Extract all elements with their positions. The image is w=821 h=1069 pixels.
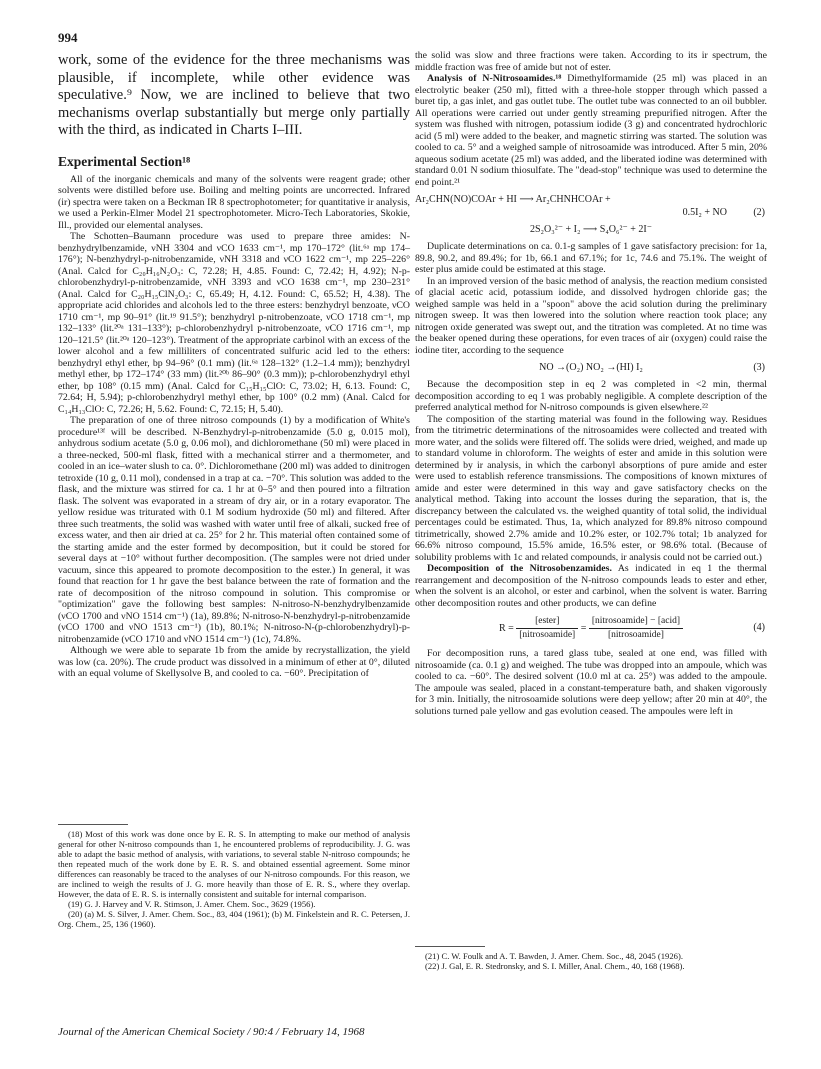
paragraph-analysis — [415, 73, 767, 188]
footnotes-left — [58, 829, 410, 929]
decomposition-text: As indicated in eq 1 the thermal rearrangement and decomposition of the N-nitroso compounds leads to ester and ether, when the solvent is an alcohol, or ester and carbinol, when the solvent is water. Barring other decomposition routes and other products, we can define — [415, 563, 767, 609]
paragraph-decomposition-step: Because the decomposition step in eq 2 was completed in <2 min, thermal decomposition according to eq 1 was probably negligible. A complete description of the preferred analytical method for N-nitroso compounds is given elsewhere.²² — [415, 379, 767, 413]
equation-2-line-3: 2S₂O₃²⁻ + I₂ ⟶ S₄O₆²⁻ + 2I⁻ — [529, 224, 653, 235]
equation-4-fraction-2 — [589, 615, 683, 642]
paragraph-improved-method: In an improved version of the basic method of analysis, the reaction medium consisted of glacial acetic acid, potassium iodide, and dissolved hydrogen chloride gas; the weighed sample was held in a "spoon" above the acid solution during the preliminary nitrogen sweep. It was then lowered into the solution where reaction took place; any nitrogen oxide generated was swept out, and the titration was completed. At no time was the beaker opened during these operations, for even traces of air (oxygen) could raise the iodine titer, according to the sequence — [415, 275, 767, 356]
equation-2-line-1: Ar₂CHN(NO)COAr + HI ⟶ Ar₂CHNHCOAr + — [415, 194, 611, 205]
intro-paragraph: work, some of the evidence for the three mechanisms was plausible, if incomplete, while other evidence was speculative.⁹ Now, we are inclined to believe that two mechanisms overlap substantially but merge only partially with the third, as indicated in Charts I–III. — [58, 52, 410, 138]
footnote: (22) J. Gal, E. R. Stedronsky, and S. I. Miller, Anal. Chem., 40, 168 (1968). — [425, 961, 685, 971]
paragraph-nitroso-prep: The preparation of one of three nitroso compounds (1) by a modification of White's procedure¹³ᶠ will be described. N-Benzhydryl-p-nitrobenzamide (5.0 g, 0.015 mol), anhydrous sodium acetate (5.0 g, 0.06 mol), and dichloromethane (50 ml) were placed in a three-necked, 500-ml flask, fitted with a mechanical stirrer and a thermometer, and cooled in an ice–water slush to ca. 0°. Dichloromethane (200 ml) was added to dinitrogen tetroxide (10 g, 0.11 mol), condensed in a trap at ca. −70°. This solution was added to the flask, and the mixture was stirred for ca. 1 hr at 0–5° and then poured into a filtration flask. The solvent was evaporated in a stream of dry air, or in a rotary evaporator. The yellow residue was triturated with 0.1 M sodium hydroxide (50 ml) and filtered. After three such treatments, the solid was washed with water until free of alkali, sucked free of excess water, and then air dried at ca. 25° for 2 hr. This material often contained some of the starting amide and the ester formed by decomposition, but it could be stored for several days at −10° without further decomposition. (The samples were not dried under vacuum, since this appeared to promote decomposition to the ester.) In general, it was found that reaction for 1 hr gave the best balance between the rate of formation and the rate of decomposition of the nitroso compound in solution. This compromise or "optimization" gave the following best samples: N-nitroso-N-benzhydrylbenzamide (νCO 1700 and νNO 1514 cm⁻¹) (1a), 89.8%; N-nitroso-N-benzhydryl-p-nitrobenzamide (νCO 1700 and νNO 1513 cm⁻¹) (1b), 80.1%; N-nitroso-N-(p-chlorobenzhydryl)-p-nitrobenzamide (νCO 1710 and νNO 1514 cm⁻¹) (1c), 74.8%. — [58, 415, 410, 645]
paragraph-composition: The composition of the starting material was found in the following way. Residues from the titrimetric determinations of the nitrosoamides were collected and treated with more water, and the solids were filtered off. The solids were dried, weighed, and made up to standard volume in chloroform. The weights of ester and amide in this solution were determined by ir analysis, in which the carbonyl absorptions of pure amide and ester were used to establish reference transmissions. The compositions of known mixtures of amide and ester were determined in this way and gave satisfactory checks on the analytical method. Taking into account the losses during the separation, that is, the discrepancy between the calculated vs. the weighed quantity of total solid, the individual percentages could be estimated. Thus, 1a, which analyzed for 89.8% nitroso compound titrimetrically, showed 2.7% amide and 10.2% ester, or 102.7% total; 1b analyzed for 66.6% nitroso compound, 15.5% amide, 16.5% ester, or 98.6% total. (Because of solubility problems with 1c and related compounds, ir analysis could not be carried out.) — [415, 413, 767, 563]
equation-3-body: NO →(O₂) NO₂ →(HI) I₂ — [539, 362, 643, 373]
equation-2 — [415, 193, 767, 236]
left-column — [58, 52, 410, 680]
equation-2-number: (2) — [753, 207, 765, 218]
equation-4-lhs: R = — [498, 622, 514, 634]
paragraph-decomposition — [415, 563, 767, 609]
paragraph-recrystallization: Although we were able to separate 1b from the amide by recrystallization, the yield was low (ca. 20%). The crude product was dissolved in a minimum of ether at 0°, diluted with an equal volume of Skellysolve B, and cooled to ca. −60°. Precipitation of — [58, 645, 410, 679]
footnotes-right — [415, 951, 767, 971]
footnote: (21) C. W. Foulk and A. T. Bawden, J. Amer. Chem. Soc., 48, 2045 (1926). — [425, 951, 683, 961]
runin-heading-analysis: Analysis of N-Nitrosoamides.¹⁸ — [427, 73, 562, 84]
paragraph-duplicates: Duplicate determinations on ca. 0.1-g samples of 1 gave satisfactory precision: for 1a, 89.8, 90.2, and 89.4%; for 1b, 66.1 and 67.1%; for 1c, 74.6 and 75.1%. The weight of ester plus amide could be estimated at this stage. — [415, 241, 767, 275]
footnote-rule-left — [58, 824, 128, 825]
paragraph-continuation: the solid was slow and three fractions were taken. According to its ir spectrum, the middle fraction was free of amide but not of ester. — [415, 50, 767, 73]
equation-4 — [415, 615, 767, 642]
equation-4-fraction-2-numerator: [nitrosoamide] − [acid] — [589, 615, 683, 629]
runin-heading-decomposition: Decomposition of the Nitrosobenzamides. — [427, 563, 612, 574]
equation-3 — [415, 361, 767, 374]
footnote: (18) Most of this work was done once by E. R. S. In attempting to make our method of analysis general for other N-nitroso compounds than 1, he encountered problems of reproducibility. J. G. was able to adapt the basic method of analysis, with variations, to several stable N-nitroso compounds; he then repeated much of the work done by E. R. S. and obtained essential agreement. Some minor differences can reasonably be traced to the analyses of our N-nitroso compounds. For this reason, we are inclined to weigh the results of J. G. more heavily than those of E. R. S., where they overlap. However, the data of E. R. S. is internally consistent and suitable for internal comparison. — [58, 829, 410, 899]
equation-3-number: (3) — [753, 362, 765, 373]
right-column — [415, 50, 767, 717]
equation-4-fraction-1-numerator: [ester] — [516, 615, 578, 629]
journal-footer: Journal of the American Chemical Society / 90:4 / February 14, 1968 — [58, 1026, 365, 1038]
page-number: 994 — [58, 30, 78, 45]
analysis-text: Dimethylformamide (25 ml) was placed in an electrolytic beaker (250 ml), fitted with a three-hole stopper through which passed a buret tip, a gas inlet, and gas outlet tube. The outlet tube was connected to an oil bubbler. All operations were carried out under gently streaming prepurified nitrogen. After the system was flushed with nitrogen, potassium iodide (3 g) and concentrated hydrochloric acid (5 ml) were added to the beaker, and magnetic stirring was started. The solution was cooled to ca. 5° and a weighed sample of nitrosoamide was introduced. After 5 min, 20% aqueous sodium acetate (25 ml) was added, and the liberated iodine was determined with standard 0.01 N sodium thiosulfate. The "dead-stop" technique was used to determine the end point.²¹ — [415, 73, 768, 188]
equation-4-fraction-1 — [516, 615, 578, 642]
equation-4-fraction-2-denominator: [nitrosoamide] — [607, 630, 664, 640]
paragraph-decomposition-runs: For decomposition runs, a tared glass tube, sealed at one end, was filled with nitrosoamide (ca. 0.1 g) and weighed. The tube was dropped into an ampoule, which was cooled to ca. −60°. The desired solvent (10.0 ml at ca. 25°) was added to the ampoule. The ampoule was sealed, placed in a constant-temperature bath, and shaken vigorously for 3 min. Initially, the nitrosoamide solutions were deep yellow; after 20 min at 40°, the solutions turned pale yellow and gas evolution ceased. The ampoules were left in — [415, 648, 767, 717]
paragraph-amides-esters: The Schotten–Baumann procedure was used to prepare three amides: N-benzhydrylbenzamide, νNH 3304 and νCO 1633 cm⁻¹, mp 170–172° (lit.⁶ᵃ mp 174–176°); N-benzhydryl-p-nitrobenzamide, νNH 3318 and νCO 1622 cm⁻¹, mp 225–226° (Anal. Calcd for C₂₀H₁₆N₂O₃: C, 72.28; H, 4.85. Found: C, 72.42; H, 4.92); N-p-chlorobenzhydryl-p-nitrobenzamide, νNH 3393 and νCO 1638 cm⁻¹, mp 230–231° (Anal. Calcd for C₂₀H₁₅ClN₂O₃: C, 65.49; H, 4.12. Found: C, 65.52; H, 4.38). The appropriate acid chlorides and alcohols led to the three esters: benzhydryl benzoate, νCO 1710 cm⁻¹, mp 90–91° (lit.¹⁹ 91.5°); benzhydryl p-nitrobenzoate, νCO 1718 cm⁻¹, mp 132–133° (lit.²⁰ᵃ 131–133°); p-chlorobenzhydryl p-nitrobenzoate, νCO 1716 cm⁻¹, mp 120–121.5° (lit.²⁰ᵃ 120–123°). Treatment of the appropriate carbinol with an excess of the lower alcohol and a few milliliters of concentrated sulfuric acid led to the ethers: benzhydryl ethyl ether, bp 94–96° (0.1 mm) (lit.⁶ᵃ 128–132° (1.2–1.4 mm)); benzhydryl methyl ether, bp 172–174° (33 mm) (lit.²⁰ᵇ 86–90° (0.3 mm)); p-chlorobenzhydryl ethyl ether, bp 108° (0.15 mm) (Anal. Calcd for C₁₅H₁₅ClO: C, 73.02; H, 6.13. Found: C, 72.64; H, 5.94); p-chlorobenzhydryl methyl ether, bp 100° (0.2 mm) (Anal. Calcd for C₁₄H₁₃ClO: C, 72.26; H, 5.62. Found: C, 72.15; H, 5.40). — [58, 231, 410, 415]
section-heading: Experimental Section¹⁸ — [58, 153, 191, 169]
footnote: (19) G. J. Harvey and V. R. Stimson, J. Amer. Chem. Soc., 3629 (1956). — [68, 899, 316, 909]
paragraph-general: All of the inorganic chemicals and many of the solvents were reagent grade; other solvents were distilled before use. Boiling and melting points are uncorrected. Infrared (ir) spectra were taken on a Beckman IR 8 spectrophotometer; for quantitative ir analysis, we used a Perkin-Elmer Model 21 spectrophotometer. Micro-Tech Laboratories, Skokie, Ill., provided our elemental analyses. — [58, 173, 410, 231]
equation-2-line-2: 0.5I₂ + NO — [682, 207, 727, 218]
equation-4-number: (4) — [753, 622, 765, 633]
footnote-rule-right — [415, 946, 485, 947]
equation-4-fraction-1-denominator: [nitrosoamide] — [519, 630, 576, 640]
equation-4-equals: = — [580, 622, 587, 634]
footnote: (20) (a) M. S. Silver, J. Amer. Chem. Soc., 83, 404 (1961); (b) M. Finkelstein and R. C. Petersen, J. Org. Chem., 25, 136 (1960). — [58, 909, 410, 929]
